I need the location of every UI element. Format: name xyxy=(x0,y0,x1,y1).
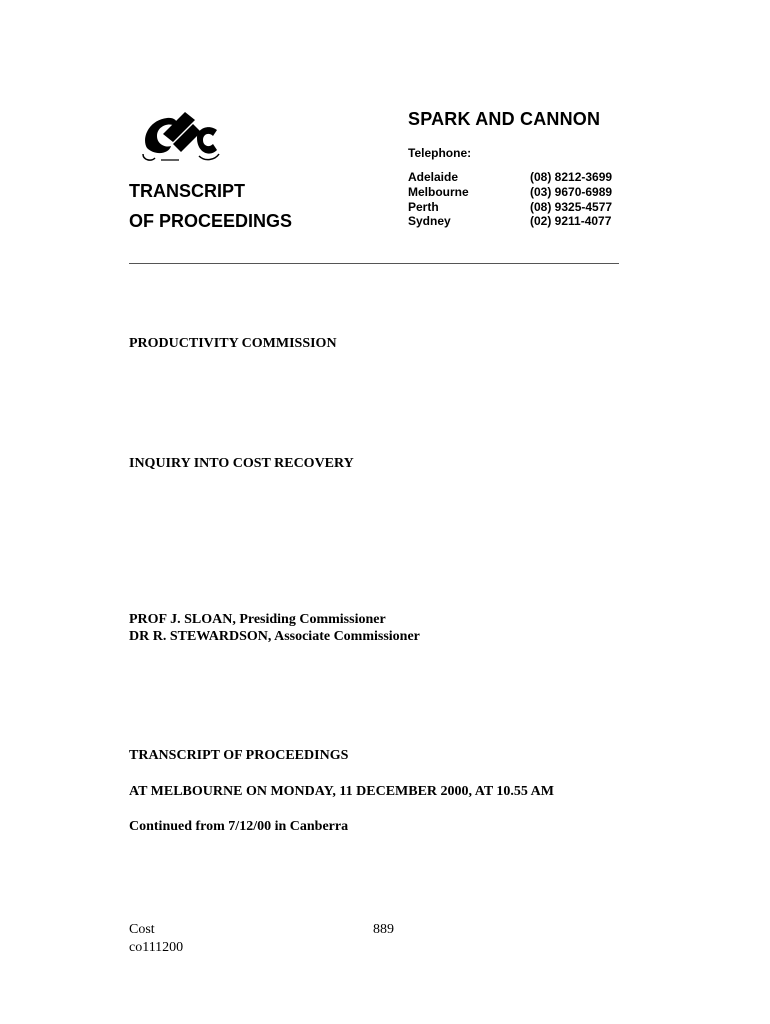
office-phones xyxy=(530,170,612,229)
office-city: Perth xyxy=(408,199,439,214)
office-phone: (02) 9211-4077 xyxy=(530,214,612,229)
location-date: AT MELBOURNE ON MONDAY, 11 DECEMBER 2000, AT 10.55 AM xyxy=(129,784,554,799)
office-phone: (08) 8212-3699 xyxy=(530,170,613,184)
telephone-label: Telephone: xyxy=(408,146,472,160)
office-city: Sydney xyxy=(408,214,451,229)
document-title-line2: OF PROCEEDINGS xyxy=(129,211,293,231)
document-title-line1: TRANSCRIPT xyxy=(129,181,245,201)
footer-code: Cost xyxy=(129,922,155,937)
office-city: Adelaide xyxy=(408,170,459,184)
commission-name: PRODUCTIVITY COMMISSION xyxy=(129,336,337,351)
page-number: 889 xyxy=(373,922,394,937)
presiding-commissioner: PROF J. SLOAN, Presiding Commissioner xyxy=(129,612,386,627)
associate-commissioner: DR R. STEWARDSON, Associate Commissioner xyxy=(129,629,420,644)
office-phone: (08) 9325-4577 xyxy=(530,199,613,214)
firm-name: SPARK AND CANNON xyxy=(408,109,601,129)
footer-file: co111200 xyxy=(129,940,184,955)
office-phone: (03) 9670-6989 xyxy=(530,184,613,199)
spark-and-cannon-logo xyxy=(139,108,221,164)
transcript-heading: TRANSCRIPT OF PROCEEDINGS xyxy=(129,748,349,763)
header-divider xyxy=(129,263,619,264)
inquiry-title: INQUIRY INTO COST RECOVERY xyxy=(129,456,354,471)
office-cities xyxy=(408,170,469,229)
continued-note: Continued from 7/12/00 in Canberra xyxy=(129,819,349,834)
office-city: Melbourne xyxy=(408,184,469,199)
